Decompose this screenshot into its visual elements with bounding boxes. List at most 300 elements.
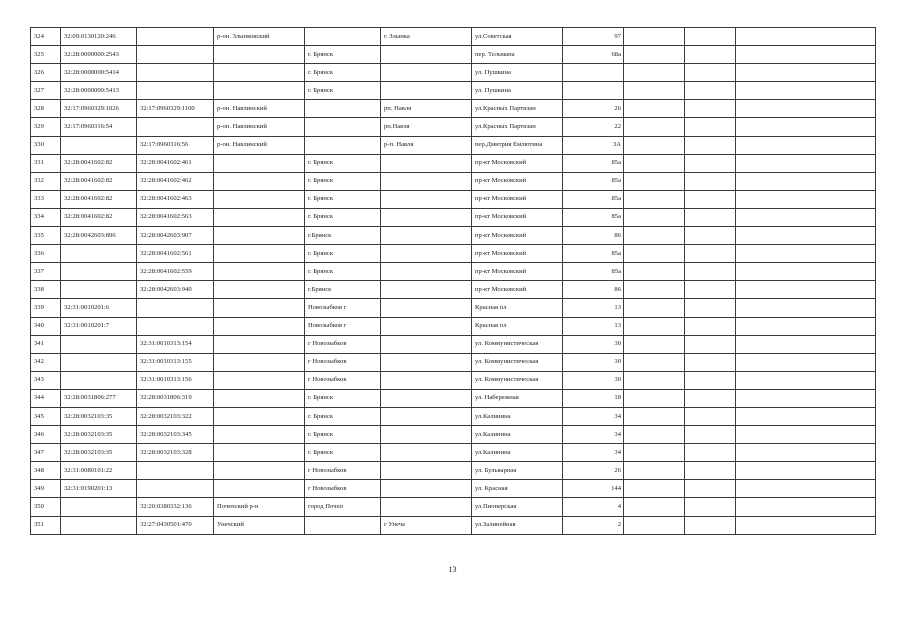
table-row <box>31 317 876 335</box>
cadastral-number-cell <box>61 516 137 534</box>
table-row <box>31 136 876 154</box>
row-number-cell: 340 <box>31 317 61 335</box>
object-cadastral-number-cell: 32:28:0032103:322 <box>137 407 214 425</box>
object-cadastral-number-cell: 32:31:0010313:155 <box>137 353 214 371</box>
street-cell: ул. Коммунистическая <box>472 353 563 371</box>
city-cell: г.Брянск <box>305 281 381 299</box>
district-cell <box>214 64 305 82</box>
city-cell: г.Брянск <box>305 227 381 245</box>
extra-column-2-cell <box>685 426 736 444</box>
extra-column-2-cell <box>685 480 736 498</box>
house-number-cell: 2 <box>563 516 624 534</box>
extra-column-3-cell <box>736 154 876 172</box>
row-number-cell: 336 <box>31 245 61 263</box>
settlement-cell <box>381 154 472 172</box>
settlement-cell <box>381 299 472 317</box>
extra-column-1-cell <box>624 480 685 498</box>
cadastral-number-cell: 32:28:0041602:82 <box>61 154 137 172</box>
object-cadastral-number-cell: 32:28:0032103:328 <box>137 444 214 462</box>
table-row <box>31 299 876 317</box>
extra-column-3-cell <box>736 353 876 371</box>
street-cell: ул.Красных Партизан <box>472 100 563 118</box>
city-cell: Новозыбков г <box>305 317 381 335</box>
district-cell <box>214 190 305 208</box>
extra-column-2-cell <box>685 407 736 425</box>
house-number-cell: 85а <box>563 208 624 226</box>
object-cadastral-number-cell <box>137 82 214 100</box>
table-row <box>31 46 876 64</box>
object-cadastral-number-cell: 32:17:0960329:1100 <box>137 100 214 118</box>
city-cell: г. Брянск <box>305 154 381 172</box>
row-number-cell: 330 <box>31 136 61 154</box>
extra-column-2-cell <box>685 444 736 462</box>
extra-column-3-cell <box>736 82 876 100</box>
extra-column-3-cell <box>736 462 876 480</box>
street-cell: пр-кт Московский <box>472 172 563 190</box>
district-cell <box>214 407 305 425</box>
extra-column-2-cell <box>685 46 736 64</box>
cadastral-number-cell: 32:28:0032103:35 <box>61 407 137 425</box>
settlement-cell <box>381 64 472 82</box>
street-cell: пер. Тельмана <box>472 46 563 64</box>
extra-column-1-cell <box>624 190 685 208</box>
cadastral-number-cell: 32:17:0960329:1026 <box>61 100 137 118</box>
house-number-cell: 85а <box>563 172 624 190</box>
city-cell <box>305 136 381 154</box>
settlement-cell <box>381 480 472 498</box>
row-number-cell: 331 <box>31 154 61 172</box>
street-cell: пр-кт Московский <box>472 208 563 226</box>
object-cadastral-number-cell <box>137 317 214 335</box>
row-number-cell: 324 <box>31 28 61 46</box>
settlement-cell <box>381 245 472 263</box>
city-cell: город Почеп <box>305 498 381 516</box>
house-number-cell: 34 <box>563 426 624 444</box>
cadastral-number-cell <box>61 281 137 299</box>
cadastral-number-cell: 32:28:0032103:35 <box>61 426 137 444</box>
house-number-cell: 86 <box>563 227 624 245</box>
cadastral-number-cell: 32:28:0000000:5413 <box>61 82 137 100</box>
house-number-cell: 34 <box>563 444 624 462</box>
row-number-cell: 329 <box>31 118 61 136</box>
row-number-cell: 341 <box>31 335 61 353</box>
object-cadastral-number-cell <box>137 28 214 46</box>
object-cadastral-number-cell: 32:28:0041602:461 <box>137 154 214 172</box>
city-cell: г. Брянск <box>305 245 381 263</box>
cadastral-number-cell: 32:28:0041602:82 <box>61 208 137 226</box>
table-row <box>31 227 876 245</box>
extra-column-1-cell <box>624 263 685 281</box>
extra-column-3-cell <box>736 245 876 263</box>
house-number-cell: 97 <box>563 28 624 46</box>
house-number-cell: 30 <box>563 335 624 353</box>
city-cell: г. Брянск <box>305 172 381 190</box>
property-registry-table <box>30 27 876 535</box>
table-row <box>31 353 876 371</box>
extra-column-3-cell <box>736 118 876 136</box>
district-cell <box>214 389 305 407</box>
row-number-cell: 334 <box>31 208 61 226</box>
cadastral-number-cell: 32:28:0041602:82 <box>61 172 137 190</box>
extra-column-3-cell <box>736 299 876 317</box>
settlement-cell <box>381 371 472 389</box>
district-cell: Почепский р-н <box>214 498 305 516</box>
extra-column-2-cell <box>685 208 736 226</box>
district-cell <box>214 208 305 226</box>
street-cell: ул. Набережная <box>472 389 563 407</box>
cadastral-number-cell <box>61 245 137 263</box>
district-cell <box>214 317 305 335</box>
extra-column-3-cell <box>736 100 876 118</box>
settlement-cell <box>381 172 472 190</box>
page-number: 13 <box>448 565 457 574</box>
extra-column-2-cell <box>685 281 736 299</box>
house-number-cell: 68а <box>563 46 624 64</box>
extra-column-1-cell <box>624 426 685 444</box>
extra-column-1-cell <box>624 299 685 317</box>
district-cell <box>214 353 305 371</box>
table-row <box>31 498 876 516</box>
object-cadastral-number-cell: 32:31:0010313:154 <box>137 335 214 353</box>
extra-column-2-cell <box>685 335 736 353</box>
city-cell: г Новозыбков <box>305 371 381 389</box>
extra-column-3-cell <box>736 426 876 444</box>
district-cell <box>214 245 305 263</box>
object-cadastral-number-cell <box>137 64 214 82</box>
extra-column-1-cell <box>624 281 685 299</box>
cadastral-number-cell: 32:31:0190201:13 <box>61 480 137 498</box>
table-row <box>31 480 876 498</box>
cadastral-number-cell: 32:09:0130120:246 <box>61 28 137 46</box>
table-row <box>31 371 876 389</box>
street-cell: ул. Бульварная <box>472 462 563 480</box>
object-cadastral-number-cell <box>137 118 214 136</box>
settlement-cell <box>381 426 472 444</box>
city-cell: г. Брянск <box>305 46 381 64</box>
district-cell <box>214 462 305 480</box>
cadastral-number-cell: 32:28:0042603:896 <box>61 227 137 245</box>
extra-column-3-cell <box>736 335 876 353</box>
city-cell: г. Брянск <box>305 190 381 208</box>
settlement-cell: р-п. Навля <box>381 136 472 154</box>
cadastral-number-cell: 32:31:0080101:22 <box>61 462 137 480</box>
extra-column-3-cell <box>736 208 876 226</box>
house-number-cell: 34 <box>563 407 624 425</box>
extra-column-1-cell <box>624 100 685 118</box>
extra-column-3-cell <box>736 389 876 407</box>
extra-column-1-cell <box>624 317 685 335</box>
district-cell <box>214 82 305 100</box>
cadastral-number-cell: 32:28:0000000:2543 <box>61 46 137 64</box>
table-row <box>31 118 876 136</box>
extra-column-3-cell <box>736 444 876 462</box>
row-number-cell: 351 <box>31 516 61 534</box>
street-cell: пр-кт Московский <box>472 227 563 245</box>
house-number-cell: 144 <box>563 480 624 498</box>
row-number-cell: 339 <box>31 299 61 317</box>
table-row <box>31 444 876 462</box>
extra-column-3-cell <box>736 263 876 281</box>
row-number-cell: 344 <box>31 389 61 407</box>
cadastral-number-cell: 32:17:0960316:54 <box>61 118 137 136</box>
settlement-cell <box>381 335 472 353</box>
settlement-cell <box>381 407 472 425</box>
registry-table-body <box>31 28 876 535</box>
house-number-cell: 30 <box>563 371 624 389</box>
row-number-cell: 347 <box>31 444 61 462</box>
house-number-cell <box>563 64 624 82</box>
settlement-cell: рп.Навля <box>381 118 472 136</box>
district-cell: р-он. Навлинский <box>214 118 305 136</box>
extra-column-3-cell <box>736 64 876 82</box>
settlement-cell <box>381 263 472 281</box>
city-cell <box>305 516 381 534</box>
extra-column-2-cell <box>685 118 736 136</box>
extra-column-2-cell <box>685 462 736 480</box>
extra-column-2-cell <box>685 190 736 208</box>
extra-column-1-cell <box>624 444 685 462</box>
extra-column-2-cell <box>685 172 736 190</box>
district-cell <box>214 227 305 245</box>
district-cell <box>214 46 305 64</box>
extra-column-2-cell <box>685 28 736 46</box>
street-cell: пр-кт Московский <box>472 281 563 299</box>
extra-column-2-cell <box>685 245 736 263</box>
street-cell: ул. Красная <box>472 480 563 498</box>
district-cell <box>214 480 305 498</box>
extra-column-2-cell <box>685 353 736 371</box>
settlement-cell <box>381 281 472 299</box>
object-cadastral-number-cell: 32:28:0041602:559 <box>137 263 214 281</box>
district-cell <box>214 371 305 389</box>
settlement-cell <box>381 353 472 371</box>
extra-column-1-cell <box>624 136 685 154</box>
row-number-cell: 338 <box>31 281 61 299</box>
table-row <box>31 462 876 480</box>
extra-column-3-cell <box>736 136 876 154</box>
row-number-cell: 332 <box>31 172 61 190</box>
row-number-cell: 337 <box>31 263 61 281</box>
district-cell: р-он. Злынковский <box>214 28 305 46</box>
table-row <box>31 100 876 118</box>
street-cell: пр-кт Московский <box>472 245 563 263</box>
cadastral-number-cell <box>61 263 137 281</box>
cadastral-number-cell: 32:31:0010201:7 <box>61 317 137 335</box>
row-number-cell: 346 <box>31 426 61 444</box>
table-row <box>31 64 876 82</box>
street-cell: пр-кт Московский <box>472 190 563 208</box>
house-number-cell <box>563 82 624 100</box>
settlement-cell <box>381 46 472 64</box>
city-cell: г. Брянск <box>305 208 381 226</box>
house-number-cell: 26 <box>563 100 624 118</box>
row-number-cell: 343 <box>31 371 61 389</box>
street-cell: ул. Пушкина <box>472 82 563 100</box>
street-cell: ул.Калинина <box>472 426 563 444</box>
district-cell <box>214 172 305 190</box>
street-cell: ул.Калинина <box>472 444 563 462</box>
extra-column-2-cell <box>685 516 736 534</box>
cadastral-number-cell: 32:28:0000000:5414 <box>61 64 137 82</box>
row-number-cell: 327 <box>31 82 61 100</box>
settlement-cell <box>381 389 472 407</box>
cadastral-number-cell <box>61 371 137 389</box>
extra-column-3-cell <box>736 281 876 299</box>
extra-column-2-cell <box>685 100 736 118</box>
street-cell: Красная пл <box>472 317 563 335</box>
row-number-cell: 333 <box>31 190 61 208</box>
city-cell: г Новозыбков <box>305 353 381 371</box>
street-cell: ул.Калинина <box>472 407 563 425</box>
cadastral-number-cell <box>61 353 137 371</box>
district-cell <box>214 263 305 281</box>
house-number-cell: 13 <box>563 299 624 317</box>
extra-column-1-cell <box>624 353 685 371</box>
table-row <box>31 28 876 46</box>
city-cell: Новозыбков г <box>305 299 381 317</box>
house-number-cell: 26 <box>563 462 624 480</box>
extra-column-1-cell <box>624 82 685 100</box>
table-row <box>31 190 876 208</box>
city-cell: г. Брянск <box>305 426 381 444</box>
settlement-cell: г Унеча <box>381 516 472 534</box>
settlement-cell <box>381 317 472 335</box>
table-row <box>31 154 876 172</box>
extra-column-2-cell <box>685 389 736 407</box>
cadastral-number-cell: 32:28:0041602:82 <box>61 190 137 208</box>
street-cell: ул. Коммунистическая <box>472 335 563 353</box>
extra-column-3-cell <box>736 407 876 425</box>
row-number-cell: 325 <box>31 46 61 64</box>
street-cell: ул. Коммунистическая <box>472 371 563 389</box>
row-number-cell: 342 <box>31 353 61 371</box>
table-row <box>31 245 876 263</box>
cadastral-number-cell <box>61 335 137 353</box>
extra-column-1-cell <box>624 64 685 82</box>
settlement-cell <box>381 190 472 208</box>
object-cadastral-number-cell: 32:28:0042603:907 <box>137 227 214 245</box>
house-number-cell: 85а <box>563 190 624 208</box>
object-cadastral-number-cell: 32:28:0041602:561 <box>137 245 214 263</box>
district-cell: р-он. Навлинский <box>214 136 305 154</box>
extra-column-2-cell <box>685 317 736 335</box>
house-number-cell: 86 <box>563 281 624 299</box>
house-number-cell: 85а <box>563 245 624 263</box>
table-row <box>31 208 876 226</box>
street-cell: ул.Советская <box>472 28 563 46</box>
extra-column-3-cell <box>736 227 876 245</box>
object-cadastral-number-cell <box>137 462 214 480</box>
extra-column-1-cell <box>624 462 685 480</box>
district-cell <box>214 281 305 299</box>
city-cell: г. Брянск <box>305 82 381 100</box>
cadastral-number-cell: 32:31:0010201:6 <box>61 299 137 317</box>
house-number-cell: 30 <box>563 353 624 371</box>
extra-column-1-cell <box>624 498 685 516</box>
extra-column-2-cell <box>685 227 736 245</box>
table-row <box>31 172 876 190</box>
extra-column-3-cell <box>736 371 876 389</box>
extra-column-1-cell <box>624 516 685 534</box>
object-cadastral-number-cell: 32:20:0380332:136 <box>137 498 214 516</box>
city-cell: г. Брянск <box>305 64 381 82</box>
row-number-cell: 349 <box>31 480 61 498</box>
city-cell: г Новозыбков <box>305 462 381 480</box>
table-row <box>31 389 876 407</box>
object-cadastral-number-cell: 32:31:0010313:156 <box>137 371 214 389</box>
settlement-cell <box>381 498 472 516</box>
house-number-cell: 13 <box>563 317 624 335</box>
street-cell: пр-кт Московский <box>472 263 563 281</box>
street-cell: ул.Залинейная <box>472 516 563 534</box>
extra-column-3-cell <box>736 498 876 516</box>
extra-column-1-cell <box>624 371 685 389</box>
extra-column-2-cell <box>685 82 736 100</box>
object-cadastral-number-cell <box>137 480 214 498</box>
district-cell <box>214 444 305 462</box>
object-cadastral-number-cell: 32:28:0041602:563 <box>137 208 214 226</box>
city-cell: г Новозыбков <box>305 335 381 353</box>
object-cadastral-number-cell: 32:17:0960316:56 <box>137 136 214 154</box>
district-cell <box>214 154 305 172</box>
district-cell <box>214 426 305 444</box>
extra-column-3-cell <box>736 516 876 534</box>
table-row <box>31 335 876 353</box>
extra-column-2-cell <box>685 371 736 389</box>
house-number-cell: 85а <box>563 263 624 281</box>
extra-column-2-cell <box>685 64 736 82</box>
district-cell: Унечский <box>214 516 305 534</box>
extra-column-1-cell <box>624 208 685 226</box>
street-cell: ул. Пушкина <box>472 64 563 82</box>
settlement-cell <box>381 444 472 462</box>
object-cadastral-number-cell: 32:28:0042603:940 <box>137 281 214 299</box>
extra-column-1-cell <box>624 46 685 64</box>
cadastral-number-cell <box>61 498 137 516</box>
street-cell: пр-кт Московский <box>472 154 563 172</box>
cadastral-number-cell: 32:28:0031806:277 <box>61 389 137 407</box>
extra-column-1-cell <box>624 335 685 353</box>
row-number-cell: 328 <box>31 100 61 118</box>
city-cell <box>305 100 381 118</box>
settlement-cell <box>381 82 472 100</box>
extra-column-2-cell <box>685 498 736 516</box>
house-number-cell: 22 <box>563 118 624 136</box>
table-row <box>31 516 876 534</box>
extra-column-2-cell <box>685 154 736 172</box>
table-row <box>31 263 876 281</box>
street-cell: Красная пл <box>472 299 563 317</box>
street-cell: ул.Пионерская <box>472 498 563 516</box>
table-row <box>31 407 876 425</box>
extra-column-1-cell <box>624 154 685 172</box>
row-number-cell: 348 <box>31 462 61 480</box>
extra-column-1-cell <box>624 407 685 425</box>
extra-column-1-cell <box>624 172 685 190</box>
city-cell: г Новозыбков <box>305 480 381 498</box>
street-cell: ул.Красных Партизан <box>472 118 563 136</box>
house-number-cell: 18 <box>563 389 624 407</box>
cadastral-number-cell: 32:28:0032103:35 <box>61 444 137 462</box>
district-cell: р-он. Навлинский <box>214 100 305 118</box>
extra-column-1-cell <box>624 118 685 136</box>
settlement-cell: г. Злынка <box>381 28 472 46</box>
table-row <box>31 281 876 299</box>
extra-column-3-cell <box>736 317 876 335</box>
extra-column-1-cell <box>624 28 685 46</box>
extra-column-3-cell <box>736 28 876 46</box>
district-cell <box>214 335 305 353</box>
